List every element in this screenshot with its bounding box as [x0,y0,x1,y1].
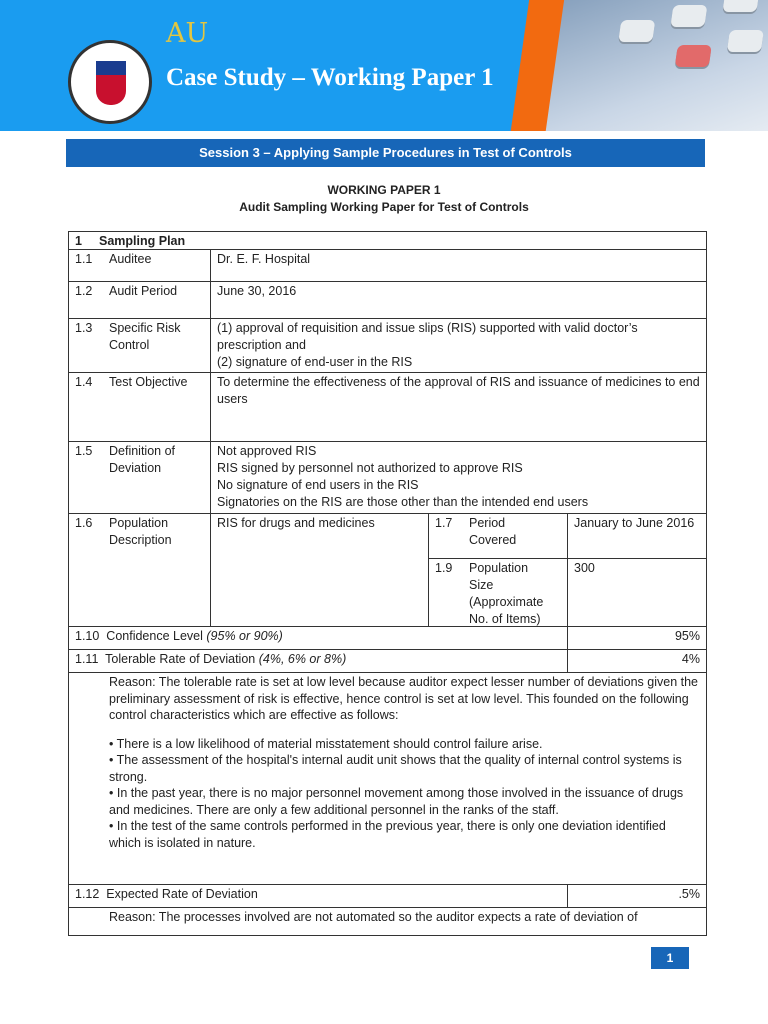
expected-rate-value: .5% [567,884,707,908]
calculator-image [543,0,768,131]
row-label: 1.7 Period Covered [428,513,568,559]
row-label: 1.11 Tolerable Rate of Deviation (4%, 6% or 8%) [68,649,568,673]
audit-period-value: June 30, 2016 [210,281,707,319]
working-paper-subtitle: Audit Sampling Working Paper for Test of Controls [239,200,529,214]
row-label: 1.10 Confidence Level (95% or 90%) [68,626,568,650]
row-label: 1.2 Audit Period [68,281,211,319]
confidence-level-value: 95% [567,626,707,650]
population-size-value: 300 [567,558,707,627]
deviation-definition-value: Not approved RIS RIS signed by personnel not authorized to approve RIS No signature of end users in the RIS Signatories on the RIS are those other than the intended end users [210,441,707,514]
expected-rate-reason: Reason: The processes involved are not automated so the auditor expects a rate of deviation of [68,907,707,936]
working-paper-title: WORKING PAPER 1 [327,183,441,197]
section-header: 1 Sampling Plan [68,231,707,250]
period-covered-value: January to June 2016 [567,513,707,559]
brand-text: AU [166,18,209,49]
row-label: 1.9 Population Size (Approximate No. of Items) [428,558,568,627]
row-label: 1.12 Expected Rate of Deviation [68,884,568,908]
auditee-value: Dr. E. F. Hospital [210,249,707,282]
coa-seal-logo [68,40,152,124]
session-heading: Session 3 – Applying Sample Procedures in Test of Controls [66,139,705,167]
tolerable-rate-reason: Reason: The tolerable rate is set at low level because auditor expect lesser number of deviations given the preliminary assessment of risk is effective, hence control is set at low level. This founded on the following control characteristics which are effective as follows: • There is a low likelihood of material misstatement should control failure arise. • The assessment of the hospital's internal audit unit shows that the quality of internal control systems is strong. • In the past year, there is no major personnel movement among those involved in the issuance of drugs and medicines. There are only a few additional personnel in the ranks of the staff. • In the test of the same controls performed in the previous year, there is only one deviation identified which is isolated in nature. [68,672,707,885]
row-label: 1.3 Specific Risk Control [68,318,211,373]
tolerable-rate-value: 4% [567,649,707,673]
risk-control-value: (1) approval of requisition and issue slips (RIS) supported with valid doctor’s prescription and (2) signature of end-user in the RIS [210,318,707,373]
row-label: 1.4 Test Objective [68,372,211,442]
population-description-value: RIS for drugs and medicines [210,513,429,627]
page-number: 1 [651,947,689,969]
page-title: Case Study – Working Paper 1 [166,64,494,91]
row-label: 1.6 Population Description [68,513,211,627]
test-objective-value: To determine the effectiveness of the approval of RIS and issuance of medicines to end users [210,372,707,442]
row-label: 1.5 Definition of Deviation [68,441,211,514]
header-banner [0,0,768,131]
row-label: 1.1 Auditee [68,249,211,282]
